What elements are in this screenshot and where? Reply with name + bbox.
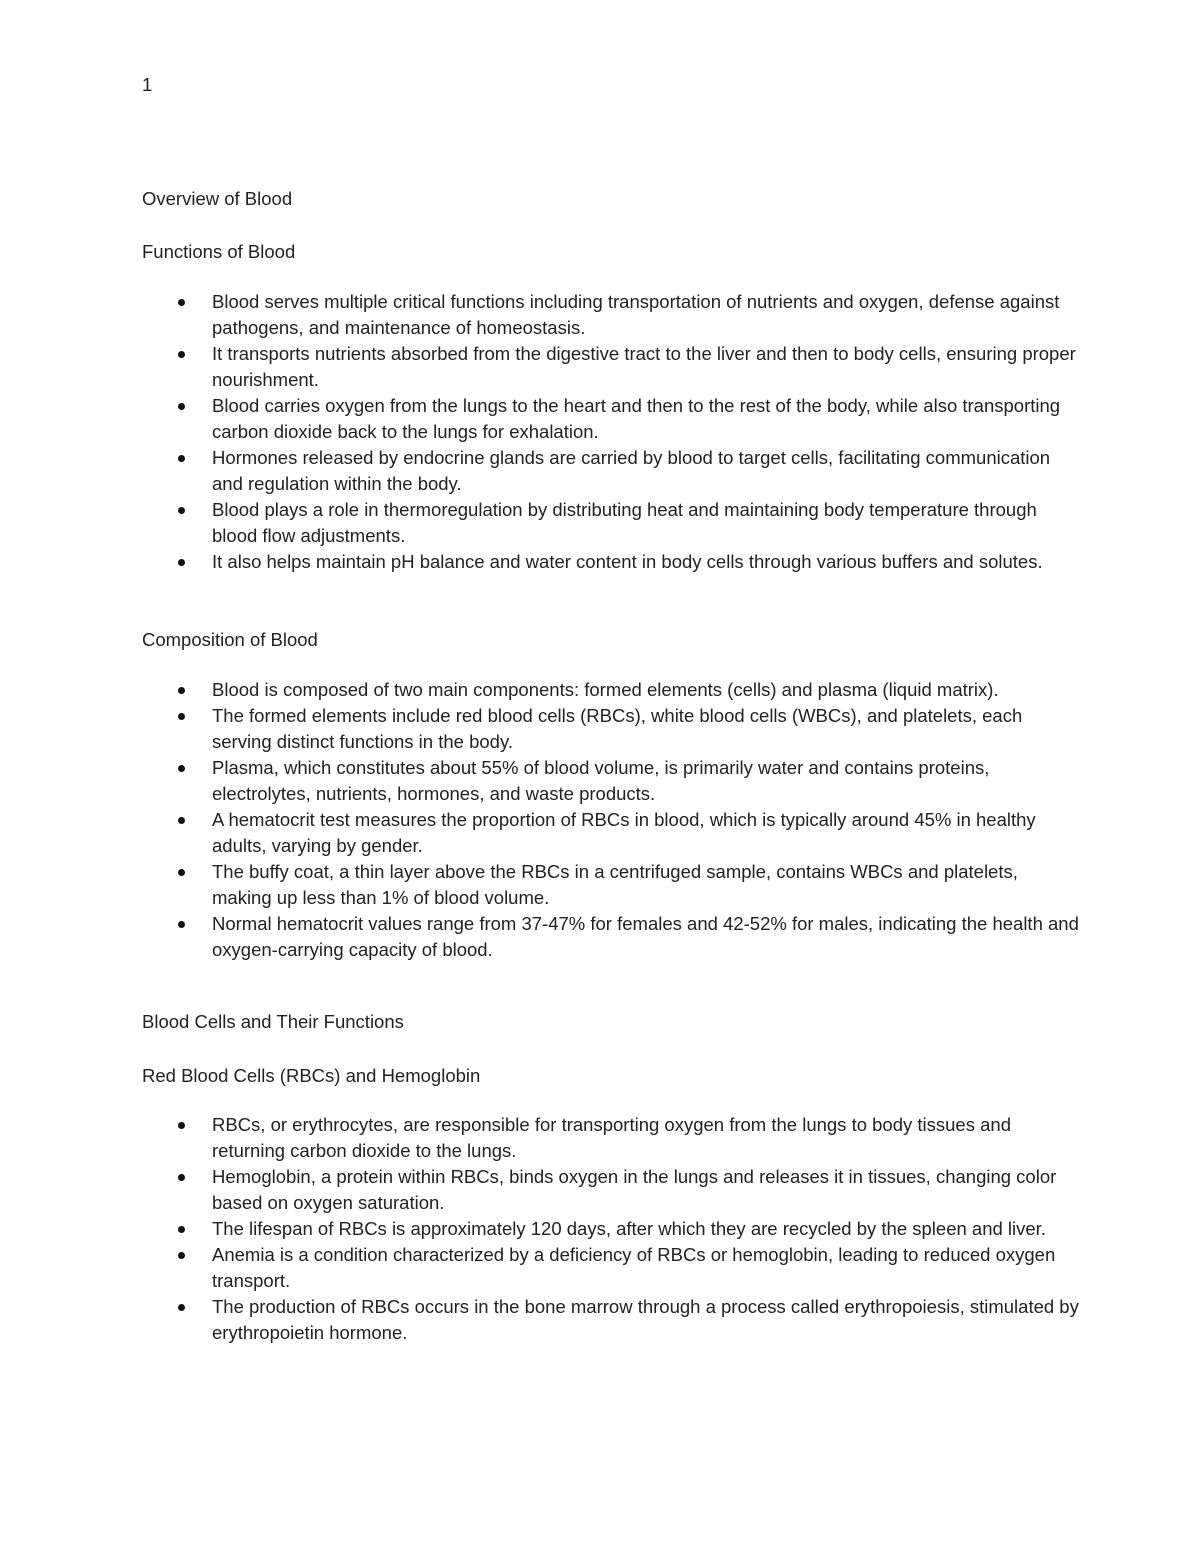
bullet-icon [178,687,185,694]
list-item [142,677,1082,703]
bullet-icon [178,713,185,720]
list-item [142,1216,1082,1242]
page-number: 1 [142,74,153,95]
list-item-text: It transports nutrients absorbed from the digestive tract to the liver and then to body cells, ensuring proper nourishment. [212,343,1076,390]
bullet-icon [178,299,185,306]
list-item-text: Blood is composed of two main components: formed elements (cells) and plasma (liquid matrix). [212,679,999,700]
heading-functions-of-blood: Functions of Blood [142,241,296,262]
bullet-icon [178,1252,185,1259]
rbc-list [142,1112,1082,1346]
list-item [142,911,1082,963]
bullet-icon [178,507,185,514]
list-item-text: Hormones released by endocrine glands are carried by blood to target cells, facilitating communication and regulation within the body. [212,447,1051,494]
functions-list [142,289,1082,575]
list-item [142,289,1082,341]
list-item [142,341,1082,393]
list-item [142,497,1082,549]
list-item [142,445,1082,497]
bullet-icon [178,455,185,462]
list-item-text: Normal hematocrit values range from 37-47% for females and 42-52% for males, indicating the health and oxygen-carrying capacity of blood. [212,913,1079,960]
list-item [142,1164,1082,1216]
list-item [142,703,1082,755]
list-item [142,549,1082,575]
heading-overview-of-blood: Overview of Blood [142,188,293,209]
bullet-icon [178,1304,185,1311]
list-item [142,1242,1082,1294]
bullet-icon [178,921,185,928]
list-item-text: The lifespan of RBCs is approximately 120 days, after which they are recycled by the spleen and liver. [212,1218,1046,1239]
list-item-text: A hematocrit test measures the proportion of RBCs in blood, which is typically around 45% in healthy adults, varying by gender. [212,809,1036,856]
bullet-icon [178,1122,185,1129]
bullet-icon [178,1174,185,1181]
list-item-text: RBCs, or erythrocytes, are responsible for transporting oxygen from the lungs to body tissues and returning carbon dioxide to the lungs. [212,1114,1011,1161]
bullet-icon [178,351,185,358]
list-item-text: The buffy coat, a thin layer above the RBCs in a centrifuged sample, contains WBCs and platelets, making up less than 1% of blood volume. [212,861,1018,908]
bullet-icon [178,765,185,772]
list-item [142,1294,1082,1346]
bullet-icon [178,403,185,410]
heading-composition-of-blood: Composition of Blood [142,629,318,650]
composition-list [142,677,1082,963]
list-item [142,1112,1082,1164]
heading-blood-cells-and-their-functions: Blood Cells and Their Functions [142,1011,404,1032]
list-item-text: Plasma, which constitutes about 55% of blood volume, is primarily water and contains proteins, electrolytes, nutrients, hormones, and waste products. [212,757,990,804]
bullet-icon [178,869,185,876]
list-item [142,755,1082,807]
list-item-text: Hemoglobin, a protein within RBCs, binds oxygen in the lungs and releases it in tissues, changing color based on oxygen saturation. [212,1166,1057,1213]
list-item [142,393,1082,445]
list-item-text: It also helps maintain pH balance and water content in body cells through various buffers and solutes. [212,551,1043,572]
list-item [142,859,1082,911]
list-item-text: The production of RBCs occurs in the bone marrow through a process called erythropoiesis, stimulated by erythropoietin hormone. [212,1296,1079,1343]
bullet-icon [178,559,185,566]
list-item [142,807,1082,859]
list-item-text: The formed elements include red blood cells (RBCs), white blood cells (WBCs), and platelets, each serving distinct functions in the body. [212,705,1023,752]
list-item-text: Blood serves multiple critical functions including transportation of nutrients and oxygen, defense against pathogens, and maintenance of homeostasis. [212,291,1060,338]
heading-red-blood-cells-and-hemoglobin: Red Blood Cells (RBCs) and Hemoglobin [142,1065,481,1086]
list-item-text: Blood carries oxygen from the lungs to the heart and then to the rest of the body, while also transporting carbon dioxide back to the lungs for exhalation. [212,395,1061,442]
bullet-icon [178,817,185,824]
bullet-icon [178,1226,185,1233]
list-item-text: Blood plays a role in thermoregulation by distributing heat and maintaining body temperature through blood flow adjustments. [212,499,1037,546]
list-item-text: Anemia is a condition characterized by a deficiency of RBCs or hemoglobin, leading to reduced oxygen transport. [212,1244,1056,1291]
